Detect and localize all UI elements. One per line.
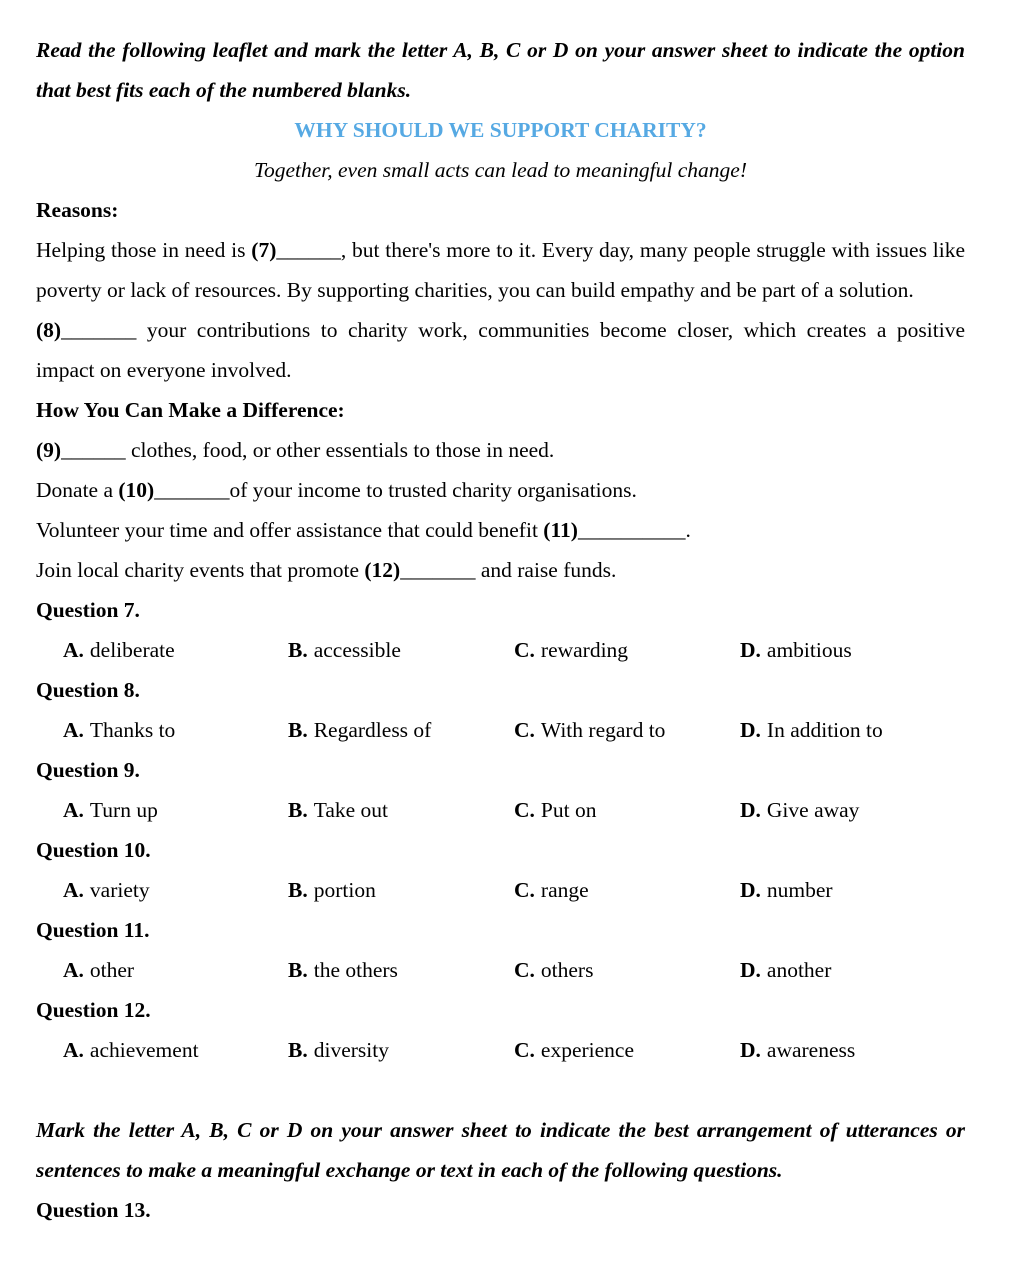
option-text: experience	[540, 1038, 635, 1062]
question-9-option-c	[514, 790, 740, 830]
question-10-option-d	[740, 870, 965, 910]
question-10-option-c	[514, 870, 740, 910]
option-text: range	[540, 878, 589, 902]
option-letter: B.	[288, 958, 308, 982]
question-8-option-b	[288, 710, 514, 750]
question-9-label: Question 9.	[36, 758, 140, 782]
question-11-option-d	[740, 950, 965, 990]
question-12-option-d	[740, 1030, 965, 1070]
option-text: variety	[89, 878, 150, 902]
line-12-post: _______ and raise funds.	[400, 558, 617, 582]
option-letter: A.	[63, 718, 84, 742]
question-11-option-a	[63, 950, 288, 990]
how-heading: How You Can Make a Difference:	[36, 398, 345, 422]
question-10-label: Question 10.	[36, 838, 151, 862]
option-text: number	[766, 878, 833, 902]
question-12-options	[36, 1030, 965, 1070]
question-9-option-a	[63, 790, 288, 830]
blank-number-12: (12)	[364, 558, 401, 582]
question-8-options	[36, 710, 965, 750]
blank-number-7: (7)	[251, 238, 277, 262]
option-letter: A.	[63, 798, 84, 822]
option-text: awareness	[766, 1038, 856, 1062]
line-9-post: ______ clothes, food, or other essentials to those in need.	[61, 438, 555, 462]
question-7-option-c	[514, 630, 740, 670]
option-text: accessible	[313, 638, 401, 662]
question-12-option-b	[288, 1030, 514, 1070]
option-letter: C.	[514, 718, 535, 742]
option-letter: B.	[288, 1038, 308, 1062]
option-letter: D.	[740, 958, 761, 982]
paragraph-blank-8	[36, 310, 965, 390]
line-12-pre: Join local charity events that promote	[36, 558, 365, 582]
question-11-option-b	[288, 950, 514, 990]
option-text: Turn up	[89, 798, 158, 822]
option-text: Give away	[766, 798, 860, 822]
blank-number-9: (9)	[36, 438, 62, 462]
question-11-options	[36, 950, 965, 990]
question-8-option-a	[63, 710, 288, 750]
passage-subtitle: Together, even small acts can lead to meaningful change!	[253, 158, 748, 182]
line-11-pre: Volunteer your time and offer assistance that could benefit	[36, 518, 544, 542]
question-10-options	[36, 870, 965, 910]
question-13-label: Question 13.	[36, 1198, 151, 1222]
option-letter: B.	[288, 798, 308, 822]
question-10-option-a	[63, 870, 288, 910]
option-text: ambitious	[766, 638, 852, 662]
question-8-label: Question 8.	[36, 678, 140, 702]
blank-number-11: (11)	[543, 518, 578, 542]
question-7-option-d	[740, 630, 965, 670]
option-text: others	[540, 958, 594, 982]
question-9-options	[36, 790, 965, 830]
option-letter: A.	[63, 638, 84, 662]
question-7-options	[36, 630, 965, 670]
passage-title: WHY SHOULD WE SUPPORT CHARITY?	[294, 118, 707, 142]
option-letter: C.	[514, 638, 535, 662]
option-letter: A.	[63, 1038, 84, 1062]
option-text: In addition to	[766, 718, 883, 742]
option-text: Regardless of	[313, 718, 432, 742]
option-text: Take out	[313, 798, 389, 822]
question-11-option-c	[514, 950, 740, 990]
option-text: portion	[313, 878, 376, 902]
question-7-label: Question 7.	[36, 598, 140, 622]
question-9-option-d	[740, 790, 965, 830]
line-10-post: _______of your income to trusted charity organisations.	[154, 478, 637, 502]
option-letter: A.	[63, 878, 84, 902]
option-letter: D.	[740, 718, 761, 742]
option-text: Put on	[540, 798, 597, 822]
paragraph-7-pre: Helping those in need is	[36, 238, 252, 262]
bottom-instruction: Mark the letter A, B, C or D on your answer sheet to indicate the best arrangement of utterances or sentences to make a meaningful exchange or text in each of the following questions.	[36, 1118, 965, 1182]
line-blank-11	[36, 510, 965, 550]
question-8-option-c	[514, 710, 740, 750]
option-text: diversity	[313, 1038, 389, 1062]
option-letter: C.	[514, 798, 535, 822]
question-8-option-d	[740, 710, 965, 750]
line-blank-12	[36, 550, 965, 590]
option-text: other	[89, 958, 135, 982]
question-7-option-b	[288, 630, 514, 670]
paragraph-7-post: ______, but there's more to it. Every day, many people struggle with issues like poverty or lack of resources. By supporting charities, you can build empathy and be part of a solution.	[36, 238, 965, 302]
option-text: With regard to	[540, 718, 666, 742]
option-text: the others	[313, 958, 398, 982]
line-blank-10	[36, 470, 965, 510]
option-letter: D.	[740, 638, 761, 662]
blank-number-10: (10)	[118, 478, 155, 502]
option-letter: D.	[740, 1038, 761, 1062]
line-11-post: __________.	[577, 518, 691, 542]
paragraph-blank-7	[36, 230, 965, 310]
option-letter: C.	[514, 1038, 535, 1062]
paragraph-8-post: _______ your contributions to charity work, communities become closer, which creates a positive impact on everyone involved.	[36, 318, 965, 382]
question-7-option-a	[63, 630, 288, 670]
option-text: Thanks to	[89, 718, 176, 742]
line-blank-9	[36, 430, 965, 470]
question-11-label: Question 11.	[36, 918, 150, 942]
option-letter: D.	[740, 798, 761, 822]
option-text: another	[766, 958, 832, 982]
option-letter: B.	[288, 878, 308, 902]
option-letter: B.	[288, 718, 308, 742]
question-12-option-c	[514, 1030, 740, 1070]
question-12-label: Question 12.	[36, 998, 151, 1022]
option-letter: B.	[288, 638, 308, 662]
blank-number-8: (8)	[36, 318, 62, 342]
line-10-pre: Donate a	[36, 478, 119, 502]
option-text: deliberate	[89, 638, 175, 662]
option-letter: D.	[740, 878, 761, 902]
option-letter: A.	[63, 958, 84, 982]
reasons-heading: Reasons:	[36, 198, 119, 222]
option-letter: C.	[514, 958, 535, 982]
top-instruction: Read the following leaflet and mark the letter A, B, C or D on your answer sheet to indicate the option that best fits each of the numbered blanks.	[36, 38, 965, 102]
option-text: rewarding	[540, 638, 629, 662]
option-letter: C.	[514, 878, 535, 902]
question-12-option-a	[63, 1030, 288, 1070]
question-9-option-b	[288, 790, 514, 830]
option-text: achievement	[89, 1038, 199, 1062]
question-10-option-b	[288, 870, 514, 910]
